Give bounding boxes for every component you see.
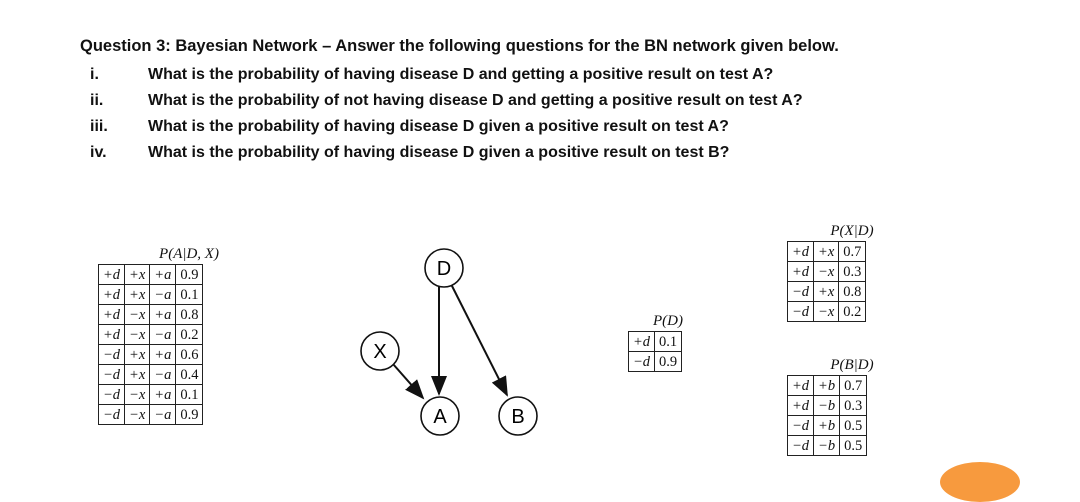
node-label-d: D [436,258,452,280]
table-cell-assignment: +d [99,265,125,285]
table-cell-probability: 0.7 [839,242,866,262]
table-cell-probability: 0.8 [839,282,866,302]
table-cell-probability: 0.2 [839,302,866,322]
table-cell-probability: 0.4 [176,365,203,385]
table-cell-assignment: +x [125,365,150,385]
table-cell-assignment: −d [629,352,655,372]
table-cell-probability: 0.3 [839,262,866,282]
edge-x-to-a [393,364,423,398]
table-cell-assignment: −x [125,405,150,425]
table-caption-p-d: P(D) [653,313,683,329]
table-caption-p-a: P(A|D, X) [159,246,219,262]
edge-d-to-b [451,284,507,395]
table-cell-probability: 0.5 [840,416,867,436]
table-cell-assignment: +x [125,285,150,305]
table-cell-probability: 0.9 [176,265,203,285]
table-cell-assignment: +a [150,385,176,405]
question-number: iv. [90,144,107,161]
table-cell-assignment: +x [125,265,150,285]
table-cell-assignment: −d [99,365,125,385]
table-cell-assignment: +x [814,282,839,302]
table-cell-assignment: −d [788,436,814,456]
table-cell-assignment: −d [99,405,125,425]
table-cell-assignment: +x [814,242,839,262]
table-cell-probability: 0.1 [176,285,203,305]
table-cell-assignment: −a [150,405,176,425]
table-cell-probability: 0.2 [176,325,203,345]
question-text: What is the probability of having disease D given a positive result on test B? [148,144,730,161]
table-cell-assignment: −d [788,302,814,322]
table-cell-assignment: +a [150,305,176,325]
table-cell-assignment: +d [788,376,814,396]
table-cell-assignment: −x [125,325,150,345]
table-cell-assignment: −d [788,282,814,302]
table-cell-assignment: +d [788,262,814,282]
table-cell-assignment: −a [150,325,176,345]
table-cell-assignment: −b [814,396,840,416]
table-cell-assignment: −x [125,385,150,405]
table-cell-assignment: +d [99,305,125,325]
table-cell-assignment: +d [788,242,814,262]
table-cell-assignment: +a [150,265,176,285]
table-cell-probability: 0.9 [176,405,203,425]
table-cell-probability: 0.6 [176,345,203,365]
table-cell-probability: 0.1 [176,385,203,405]
question-number: iii. [90,118,108,135]
table-cell-probability: 0.1 [655,332,682,352]
node-label-a: A [433,406,447,428]
question-number: ii. [90,92,104,109]
table-cell-probability: 0.7 [840,376,867,396]
table-cell-probability: 0.8 [176,305,203,325]
table-cell-assignment: +d [99,285,125,305]
table-caption-p-x: P(X|D) [830,223,874,239]
table-cell-assignment: −x [814,302,839,322]
table-cell-probability: 0.5 [840,436,867,456]
table-cell-assignment: −a [150,365,176,385]
table-cell-assignment: +b [814,376,840,396]
node-a [421,397,459,435]
orange-corner-shape [940,462,1020,502]
question-text: What is the probability of having disease D and getting a positive result on test A? [148,66,774,83]
table-cell-assignment: −d [788,416,814,436]
table-cell-assignment: −d [99,385,125,405]
table-cell-assignment: −d [99,345,125,365]
node-label-b: B [511,406,525,428]
table-cell-assignment: −b [814,436,840,456]
question-title: Question 3: Bayesian Network – Answer the following questions for the BN network given below. [80,37,839,55]
table-cell-probability: 0.3 [840,396,867,416]
table-cell-assignment: +b [814,416,840,436]
question-text: What is the probability of not having disease D and getting a positive result on test A? [148,92,803,109]
table-cell-assignment: −a [150,285,176,305]
node-label-x: X [373,341,387,363]
table-cell-assignment: +d [629,332,655,352]
table-caption-p-b: P(B|D) [830,357,874,373]
table-cell-assignment: +d [788,396,814,416]
table-cell-assignment: −x [125,305,150,325]
table-cell-probability: 0.9 [655,352,682,372]
question-number: i. [90,66,99,83]
table-cell-assignment: +a [150,345,176,365]
node-b [499,397,537,435]
node-d [425,249,463,287]
table-cell-assignment: +x [125,345,150,365]
node-x [361,332,399,370]
table-cell-assignment: −x [814,262,839,282]
table-cell-assignment: +d [99,325,125,345]
question-text: What is the probability of having disease D given a positive result on test A? [148,118,729,135]
